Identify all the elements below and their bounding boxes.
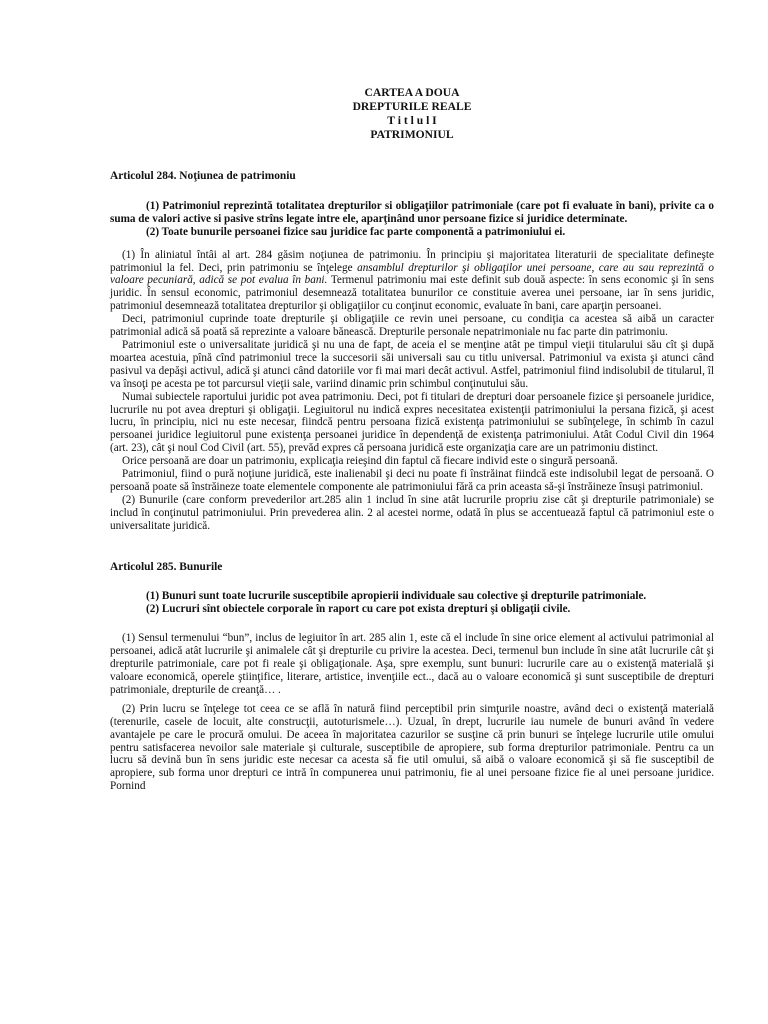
article-284-text — [110, 200, 714, 239]
article-285-commentary — [110, 632, 714, 793]
article-284-title: Articolul 284. Noţiunea de patrimoniu — [110, 170, 296, 182]
article-285-par-1: (1) Bunuri sunt toate lucrurile susceptibile apropierii individuale sau colective şi drepturile patrimoniale. — [146, 590, 647, 603]
article-285-text — [110, 590, 714, 616]
book-heading — [110, 86, 714, 142]
commentary-paragraph: Patrimoniul este o universalitate juridică şi nu una de fapt, de aceia el se menţine atât pe timpul vieţii titularului său cît şi după moartea acestuia, pînă cînd patrimoniul trece la succesorii săi universali sau cu titlu universal. Patrimoniul va exista şi atunci când pasivul va depăşi activul, adică şi atunci când datoriile vor fi mai mari decât activul. Astfel, patrimoniul fiind indisolubil de titularul, îl va însoţi pe acesta pe tot parcursul vieţii sale, variind dinamic prin schimbul conţinutului său. — [110, 338, 714, 390]
article-285-title: Articolul 285. Bunurile — [110, 560, 223, 573]
commentary-paragraph: Deci, patrimoniul cuprinde toate drepturile şi obligaţiile ce revin unei persoane, cu condiţia ca acestea să aibă un caracter patrimonial adică să poată să reprezinte a valoare bănească. Drepturile personale nepatrimoniale nu fac parte din patrimoniu. — [110, 313, 714, 339]
article-284-par-1: (1) Patrimoniul reprezintă totalitatea drepturilor si obligaţiilor patrimoniale (care pot fi evaluate în bani), privite ca o suma de valori active si pasive strîns legate intre ele, aparţinând unor persoane fizice si juridice determinate. — [110, 199, 714, 225]
commentary-paragraph — [110, 249, 714, 314]
heading-line-3: T i t l u l I — [387, 114, 437, 127]
document-page — [110, 86, 714, 793]
article-285-par-2: (2) Lucruri sînt obiectele corporale în raport cu care pot exista drepturi şi obligaţii civile. — [146, 603, 571, 616]
commentary-paragraph: (2) Prin lucru se înţelege tot ceea ce se află în natură fiind perceptibil prin simţurile noastre, având deci o existenţă materială (terenurile, casele de locuit, alte construcţii, autoturismele…). Uzual, în drept, lucrurile iau numele de bunuri având în vedere avantajele pe care le procură omului. De aceea în majoritatea cazurilor se susţine că prin bunuri se înţelege lucrurile utile omului pentru satisfacerea nevoilor sale materiale şi culturale, susceptibile de apropiere, sub forma drepturilor patrimoniale. Pentru ca un lucru să devină bun în sens juridic este necesar ca acesta să fie util omului, să aibă o valoare economică şi să fie susceptibil de apropiere, sub forma unor drepturi ce intră în compunerea unui patrimoniu, fie al unei persoane fizice fie al unei persoane juridice. Pornind — [110, 702, 714, 793]
commentary-paragraph: Numai subiectele raportului juridic pot avea patrimoniu. Deci, pot fi titulari de drepturi doar persoanele fizice şi persoanele juridice, lucrurile nu pot avea drepturi şi obligaţii. Legiuitorul nu indică expres necesitatea existenţii patrimoniului la persana fizică, şi acest lucru, în principiu, nici nu este necesar, fiindcă pentru persoana fizică existenţa patrimoniului se subînţelege, în schimb în cazul persoanei juridice legiuitorul pune existenţa persoanei juridice în dependenţă de existenţa patrimoniului. Atât Codul Civil din 1964 (art. 23), cât şi noul Cod Civil (art. 55), prevăd expres că persoana juridică este organizaţia care are un patrimoniu distinct. — [110, 390, 714, 455]
commentary-text: (1) În aliniatul întâi al art. 284 găsim noţiunea de patrimoniu. În principiu şi majoritatea literaturii de specialitate defineşte patrimoniul la fel. Deci, prin patrimoniu se înţelege — [110, 248, 714, 274]
commentary-paragraph: Orice persoană are doar un patrimoniu, explicaţia reieşind din faptul că fiecare individ este o singură persoană. — [122, 455, 618, 468]
commentary-text: Termenul patrimoniu mai este definit sub două aspecte: în sens economic şi în sens juridic. În sensul economic, patrimoniul desemnează totalitatea bunurilor ce constituie averea unei persoane, iar în sens juridic, patrimoniul desemnează totalitatea drepturilor şi obligaţiilor cu conţinut economic, evaluate în bani, care aparţin persoanei. — [110, 274, 714, 313]
commentary-definition: ansamblul drepturilor şi obligaţilor unei persoane, care au sau reprezintă o valoare pecuniară, adică se pot evalua în bani. — [110, 261, 714, 287]
commentary-paragraph: (1) Sensul termenului “bun”, inclus de legiuitor în art. 285 alin 1, este că el include în sine orice element al activului patrimonial al persoanei, adică atât lucrurile şi animalele cât şi drepturile cu privire la acestea. Deci, termenul bun include în sine atât lucrurile cât şi drepturile patrimoniale, care pot fi reale şi obligaţionale. Aşa, spre exemplu, sunt bunuri: lucrurile care au o existenţă materială şi valoare economică, operele ştiinţifice, literare, artistice, invenţiile ect.., dacă au o valoare economică şi sunt susceptibile de drepturi patrimoniale, drepturile de creanţă… . — [110, 632, 714, 696]
heading-line-4: PATRIMONIUL — [370, 128, 454, 141]
article-284-commentary — [110, 249, 714, 533]
article-284-par-2: (2) Toate bunurile persoanei fizice sau juridice fac parte componentă a patrimoniului ei. — [146, 225, 566, 238]
heading-line-1: CARTEA A DOUA — [364, 86, 460, 99]
commentary-paragraph: Patrimoniul, fiind o pură noţiune juridică, este inalienabil şi deci nu poate fi înstrăinat fiindcă este indisolubil legat de persoană. O persoană poate să înstrăineze toate elementele componente ale patrimoniului fără ca prin aceasta să-şi înstrăineze însuşi patrimoniul. — [110, 468, 714, 493]
commentary-paragraph: (2) Bunurile (care conform prevederilor art.285 alin 1 includ în sine atât lucrurile propriu zise cât şi drepturile patrimoniale) se includ în conţinutul patrimoniului. Prin prevederea alin. 2 al acestei norme, odată în plus se accentuează faptul că patrimoniul este o universalitate juridică. — [110, 493, 714, 532]
heading-line-2: DREPTURILE REALE — [352, 100, 472, 113]
